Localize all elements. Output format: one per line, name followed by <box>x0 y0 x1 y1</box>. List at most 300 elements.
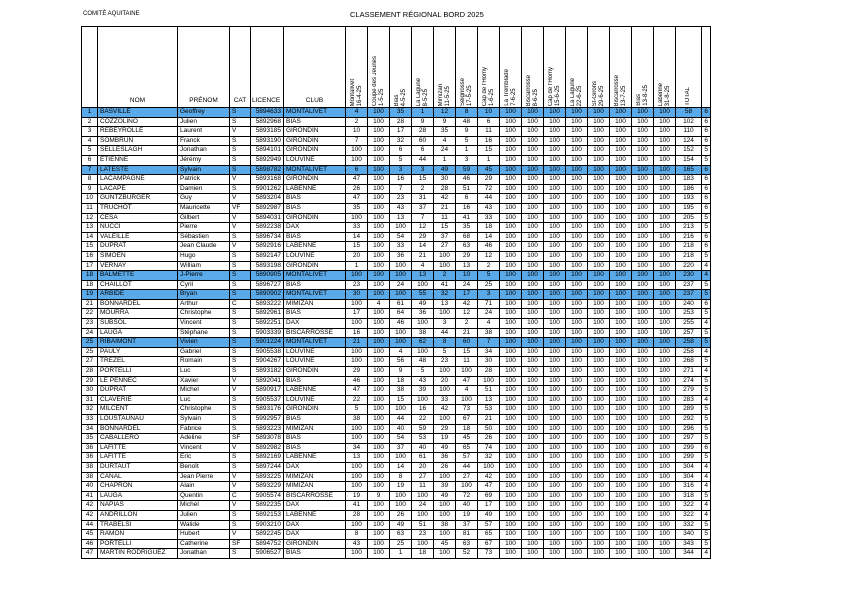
score-cell: 100 <box>500 242 522 252</box>
table-row <box>82 309 711 319</box>
score-cell: 100 <box>588 405 610 415</box>
table-row <box>82 443 711 453</box>
score-cell: 100 <box>522 434 544 444</box>
score-cell: 27 <box>456 472 478 482</box>
category-cell: S <box>230 405 251 415</box>
score-cell: 100 <box>632 424 654 434</box>
score-cell: 19 <box>456 510 478 520</box>
score-cell: 100 <box>654 271 676 281</box>
table-row <box>82 280 711 290</box>
score-cell: 13 <box>456 261 478 271</box>
score-cell: 29 <box>434 424 456 434</box>
category-cell: V <box>230 376 251 386</box>
score-cell: 49 <box>434 165 456 175</box>
name-cell: LAUGA <box>98 328 178 338</box>
licence-cell: 5892169 <box>251 453 284 463</box>
name-cell: COZZOLINO <box>98 117 178 127</box>
score-cell: 17 <box>478 501 500 511</box>
score-cell: 100 <box>368 223 390 233</box>
total-cell: 230 <box>676 271 702 281</box>
score-cell: 100 <box>544 261 566 271</box>
score-cell: 42 <box>456 299 478 309</box>
score-cell: 100 <box>610 232 632 242</box>
category-cell: SF <box>230 434 251 444</box>
score-cell: 100 <box>610 510 632 520</box>
score-cell: 100 <box>500 223 522 233</box>
score-cell: 100 <box>588 415 610 425</box>
licence-cell: 5892961 <box>251 309 284 319</box>
score-cell: 100 <box>588 520 610 530</box>
score-cell: 100 <box>610 328 632 338</box>
score-cell: 100 <box>566 482 588 492</box>
licence-cell: 5894031 <box>251 213 284 223</box>
rank-cell: 34 <box>82 424 98 434</box>
score-cell: 100 <box>544 165 566 175</box>
score-cell: 100 <box>654 251 676 261</box>
table-row <box>82 261 711 271</box>
score-cell: 27 <box>434 242 456 252</box>
score-cell: 100 <box>654 510 676 520</box>
score-cell: 100 <box>544 453 566 463</box>
club-cell: BIAS <box>284 434 346 444</box>
score-cell: 100 <box>632 290 654 300</box>
rank-cell: 32 <box>82 405 98 415</box>
score-cell: 100 <box>588 357 610 367</box>
rank-header <box>82 27 98 108</box>
club-cell: BIAS <box>284 232 346 242</box>
score-cell: 47 <box>346 386 368 396</box>
score-cell: 100 <box>566 175 588 185</box>
rank-cell: 25 <box>82 338 98 348</box>
score-cell: 45 <box>434 539 456 549</box>
event-header: Montalivet 16-4-25 <box>346 27 368 108</box>
score-cell: 38 <box>434 520 456 530</box>
score-cell: 100 <box>566 386 588 396</box>
score-cell: 8 <box>434 338 456 348</box>
score-cell: 100 <box>566 395 588 405</box>
score-cell: 100 <box>588 328 610 338</box>
score-cell: 18 <box>478 223 500 233</box>
score-cell: 100 <box>522 223 544 233</box>
score-cell: 100 <box>544 194 566 204</box>
score-cell: 100 <box>412 395 434 405</box>
score-cell: 100 <box>610 520 632 530</box>
first-name-cell: Alain <box>178 482 230 492</box>
score-cell: 3 <box>478 290 500 300</box>
score-cell: 100 <box>368 280 390 290</box>
score-cell: 29 <box>478 175 500 185</box>
total-cell: 258 <box>676 347 702 357</box>
score-cell: 100 <box>632 309 654 319</box>
score-cell: 100 <box>566 530 588 540</box>
score-cell: 50 <box>478 424 500 434</box>
club-cell: MONTALIVET <box>284 290 346 300</box>
score-cell: 13 <box>478 395 500 405</box>
score-cell: 100 <box>654 405 676 415</box>
score-cell: 100 <box>544 155 566 165</box>
score-cell: 45 <box>478 165 500 175</box>
score-cell: 100 <box>346 146 368 156</box>
score-cell: 100 <box>368 261 390 271</box>
total-cell: 124 <box>676 136 702 146</box>
score-cell: 100 <box>368 271 390 281</box>
score-cell: 9 <box>434 117 456 127</box>
score-cell: 100 <box>588 117 610 127</box>
total-cell: 220 <box>676 261 702 271</box>
score-cell: 4 <box>478 319 500 329</box>
licence-cell: 5896727 <box>251 280 284 290</box>
score-cell: 100 <box>544 539 566 549</box>
score-cell: 63 <box>456 539 478 549</box>
first-name-cell: Geoffrey <box>178 108 230 118</box>
score-cell: 43 <box>478 203 500 213</box>
table-row <box>82 434 711 444</box>
score-cell: 100 <box>654 184 676 194</box>
event-header: Bias 4-5-25 <box>390 27 412 108</box>
score-cell: 28 <box>390 117 412 127</box>
score-cell: 100 <box>368 328 390 338</box>
score-cell: 37 <box>390 443 412 453</box>
table-row <box>82 386 711 396</box>
event-header: Bias 13-8-25 <box>632 27 654 108</box>
score-cell: 100 <box>500 424 522 434</box>
score-cell: 100 <box>500 271 522 281</box>
score-cell: 100 <box>500 136 522 146</box>
table-row <box>82 462 711 472</box>
score-cell: 1 <box>390 549 412 559</box>
score-cell: 100 <box>412 510 434 520</box>
score-cell: 6 <box>390 146 412 156</box>
score-cell: 100 <box>500 434 522 444</box>
club-cell: LOUVINE <box>284 357 346 367</box>
page-title: CLASSEMENT RÉGIONAL BORD 2025 <box>350 10 484 19</box>
score-cell: 100 <box>500 146 522 156</box>
rank-cell: 41 <box>82 491 98 501</box>
score-cell: 12 <box>456 309 478 319</box>
score-cell: 100 <box>610 415 632 425</box>
score-cell: 100 <box>544 491 566 501</box>
first-name-cell: Hugo <box>178 251 230 261</box>
score-cell: 100 <box>368 309 390 319</box>
score-cell: 14 <box>478 232 500 242</box>
licence-cell: 5892041 <box>251 376 284 386</box>
score-cell: 100 <box>588 501 610 511</box>
score-cell: 100 <box>500 338 522 348</box>
score-cell: 100 <box>632 453 654 463</box>
club-cell: GIRONDIN <box>284 136 346 146</box>
score-cell: 6 <box>456 194 478 204</box>
count-cell: 5 <box>702 386 711 396</box>
score-cell: 5 <box>478 271 500 281</box>
rank-cell: 31 <box>82 395 98 405</box>
score-cell: 100 <box>654 213 676 223</box>
score-cell: 13 <box>434 299 456 309</box>
name-cell: BASVILLE <box>98 108 178 118</box>
score-cell: 9 <box>390 367 412 377</box>
score-cell: 37 <box>456 520 478 530</box>
score-cell: 7 <box>390 184 412 194</box>
score-cell: 100 <box>588 127 610 137</box>
score-cell: 34 <box>346 443 368 453</box>
score-cell: 100 <box>456 482 478 492</box>
score-cell: 100 <box>500 386 522 396</box>
score-cell: 100 <box>544 175 566 185</box>
score-cell: 2 <box>456 319 478 329</box>
licence-cell: 5893078 <box>251 434 284 444</box>
score-cell: 100 <box>610 549 632 559</box>
count-cell: 5 <box>702 213 711 223</box>
score-cell: 100 <box>588 395 610 405</box>
table-row <box>82 213 711 223</box>
score-cell: 53 <box>478 405 500 415</box>
rank-cell: 40 <box>82 482 98 492</box>
licence-cell: 5905538 <box>251 347 284 357</box>
score-cell: 59 <box>456 165 478 175</box>
score-cell: 54 <box>390 434 412 444</box>
licence-cell: 5894633 <box>251 108 284 118</box>
score-cell: 100 <box>368 520 390 530</box>
total-cell: 218 <box>676 251 702 261</box>
total-cell: 299 <box>676 453 702 463</box>
score-cell: 65 <box>478 530 500 540</box>
count-cell: 6 <box>702 127 711 137</box>
name-cell: CESA <box>98 213 178 223</box>
name-cell: LATESTE <box>98 165 178 175</box>
first-name-cell: Patrick <box>178 175 230 185</box>
score-cell: 41 <box>346 501 368 511</box>
table-row <box>82 539 711 549</box>
total-cell: 193 <box>676 194 702 204</box>
name-cell: LE PENNEC <box>98 376 178 386</box>
rank-cell: 7 <box>82 165 98 175</box>
category-cell: V <box>230 501 251 511</box>
total-cell: 240 <box>676 299 702 309</box>
score-cell: 100 <box>588 549 610 559</box>
score-cell: 100 <box>346 472 368 482</box>
score-cell: 100 <box>610 136 632 146</box>
score-cell: 100 <box>434 386 456 396</box>
score-cell: 100 <box>456 367 478 377</box>
score-cell: 73 <box>478 549 500 559</box>
score-cell: 49 <box>478 510 500 520</box>
category-cell: S <box>230 453 251 463</box>
licence-cell: 5893204 <box>251 194 284 204</box>
club-cell: MIMIZAN <box>284 299 346 309</box>
score-cell: 60 <box>456 338 478 348</box>
score-cell: 100 <box>566 184 588 194</box>
total-cell: 316 <box>676 482 702 492</box>
rank-cell: 36 <box>82 453 98 463</box>
score-cell: 100 <box>412 539 434 549</box>
score-cell: 100 <box>654 319 676 329</box>
score-cell: 100 <box>588 338 610 348</box>
licence-cell: 5894752 <box>251 539 284 549</box>
score-cell: 100 <box>566 299 588 309</box>
score-cell: 100 <box>522 184 544 194</box>
licence-cell: 5892251 <box>251 319 284 329</box>
event-header: La Tremblade 7-6-25 <box>500 27 522 108</box>
score-cell: 49 <box>434 491 456 501</box>
score-cell: 46 <box>390 319 412 329</box>
score-cell: 100 <box>588 462 610 472</box>
score-cell: 100 <box>588 155 610 165</box>
count-cell: 4 <box>702 319 711 329</box>
licence-cell: 5905537 <box>251 395 284 405</box>
category-header: CAT <box>230 27 251 108</box>
score-cell: 100 <box>654 146 676 156</box>
score-cell: 100 <box>566 165 588 175</box>
first-name-cell: Julien <box>178 117 230 127</box>
score-cell: 100 <box>500 501 522 511</box>
category-cell: S <box>230 367 251 377</box>
first-name-cell: Damien <box>178 184 230 194</box>
score-cell: 100 <box>522 203 544 213</box>
score-cell: 100 <box>654 175 676 185</box>
table-row <box>82 136 711 146</box>
score-cell: 100 <box>632 175 654 185</box>
first-name-cell: Bryan <box>178 290 230 300</box>
first-name-cell: Jean Pierre <box>178 472 230 482</box>
score-cell: 100 <box>500 165 522 175</box>
licence-cell: 5892982 <box>251 443 284 453</box>
rank-cell: 6 <box>82 155 98 165</box>
score-cell: 100 <box>588 280 610 290</box>
score-cell: 100 <box>346 549 368 559</box>
total-cell: 257 <box>676 328 702 338</box>
score-cell: 100 <box>522 175 544 185</box>
score-cell: 100 <box>566 405 588 415</box>
score-cell: 100 <box>610 280 632 290</box>
score-cell: 59 <box>412 424 434 434</box>
score-cell: 100 <box>368 347 390 357</box>
name-cell: CHAILLOT <box>98 280 178 290</box>
score-cell: 48 <box>456 117 478 127</box>
score-cell: 100 <box>610 165 632 175</box>
score-cell: 100 <box>566 127 588 137</box>
rank-cell: 8 <box>82 175 98 185</box>
rank-cell: 18 <box>82 280 98 290</box>
rank-cell: 15 <box>82 242 98 252</box>
score-cell: 21 <box>412 251 434 261</box>
score-cell: 100 <box>610 146 632 156</box>
score-cell: 3 <box>456 155 478 165</box>
licence-cell: 5892147 <box>251 251 284 261</box>
score-cell: 100 <box>610 405 632 415</box>
score-cell: 100 <box>610 338 632 348</box>
score-cell: 100 <box>544 405 566 415</box>
score-cell: 100 <box>544 338 566 348</box>
name-cell: MOURRA <box>98 309 178 319</box>
licence-cell: 5894101 <box>251 146 284 156</box>
club-cell: DAX <box>284 462 346 472</box>
score-cell: 100 <box>588 108 610 118</box>
score-cell: 100 <box>566 242 588 252</box>
total-cell: 322 <box>676 501 702 511</box>
score-cell: 100 <box>632 405 654 415</box>
score-cell: 100 <box>632 443 654 453</box>
rank-cell: 12 <box>82 213 98 223</box>
table-row <box>82 108 711 118</box>
club-cell: LOUVINE <box>284 395 346 405</box>
score-cell: 100 <box>588 424 610 434</box>
count-cell: 6 <box>702 108 711 118</box>
score-cell: 73 <box>456 405 478 415</box>
score-cell: 100 <box>588 271 610 281</box>
score-cell: 100 <box>500 549 522 559</box>
score-cell: 100 <box>566 434 588 444</box>
score-cell: 5 <box>456 136 478 146</box>
rank-cell: 21 <box>82 299 98 309</box>
licence-cell: 5903210 <box>251 520 284 530</box>
count-cell: 5 <box>702 223 711 233</box>
score-cell: 100 <box>500 319 522 329</box>
name-cell: ÉTIENNE <box>98 155 178 165</box>
category-cell: V <box>230 443 251 453</box>
score-cell: 100 <box>566 357 588 367</box>
score-cell: 100 <box>368 184 390 194</box>
total-cell: 183 <box>676 175 702 185</box>
score-cell: 29 <box>412 232 434 242</box>
score-cell: 12 <box>412 223 434 233</box>
club-cell: GIRONDIN <box>284 146 346 156</box>
score-cell: 100 <box>610 530 632 540</box>
score-cell: 100 <box>368 539 390 549</box>
category-cell: V <box>230 482 251 492</box>
score-cell: 68 <box>456 232 478 242</box>
club-cell: LABENNE <box>284 184 346 194</box>
club-cell: DAX <box>284 501 346 511</box>
score-cell: 20 <box>434 376 456 386</box>
score-cell: 100 <box>654 136 676 146</box>
table-row <box>82 530 711 540</box>
rank-cell: 38 <box>82 472 98 482</box>
score-cell: 100 <box>368 376 390 386</box>
first-name-header: PRÉNOM <box>178 27 230 108</box>
score-cell: 8 <box>390 472 412 482</box>
licence-cell: 5893225 <box>251 472 284 482</box>
score-cell: 2 <box>412 184 434 194</box>
total-cell: 332 <box>676 520 702 530</box>
name-cell: SIMOËN <box>98 251 178 261</box>
licence-cell: 5892245 <box>251 530 284 540</box>
score-cell: 2 <box>478 261 500 271</box>
score-cell: 2 <box>434 271 456 281</box>
count-cell: 5 <box>702 309 711 319</box>
licence-cell: 5893198 <box>251 261 284 271</box>
licence-cell: 5892916 <box>251 242 284 252</box>
score-cell: 47 <box>456 376 478 386</box>
event-header: La Lagune 8-5-25 <box>412 27 434 108</box>
club-cell: LOUVINE <box>284 251 346 261</box>
score-cell: 100 <box>368 194 390 204</box>
count-cell: 5 <box>702 376 711 386</box>
table-row <box>82 203 711 213</box>
licence-cell: 5898782 <box>251 165 284 175</box>
score-cell: 100 <box>478 462 500 472</box>
score-cell: 9 <box>368 491 390 501</box>
first-name-cell: Eric <box>178 453 230 463</box>
score-cell: 100 <box>500 415 522 425</box>
score-cell: 100 <box>500 491 522 501</box>
score-cell: 100 <box>588 223 610 233</box>
score-cell: 5 <box>346 405 368 415</box>
licence-cell: 5896734 <box>251 232 284 242</box>
score-cell: 100 <box>500 328 522 338</box>
score-cell: 28 <box>434 184 456 194</box>
name-cell: ANDRILLON <box>98 510 178 520</box>
category-cell: S <box>230 309 251 319</box>
score-cell: 100 <box>522 251 544 261</box>
